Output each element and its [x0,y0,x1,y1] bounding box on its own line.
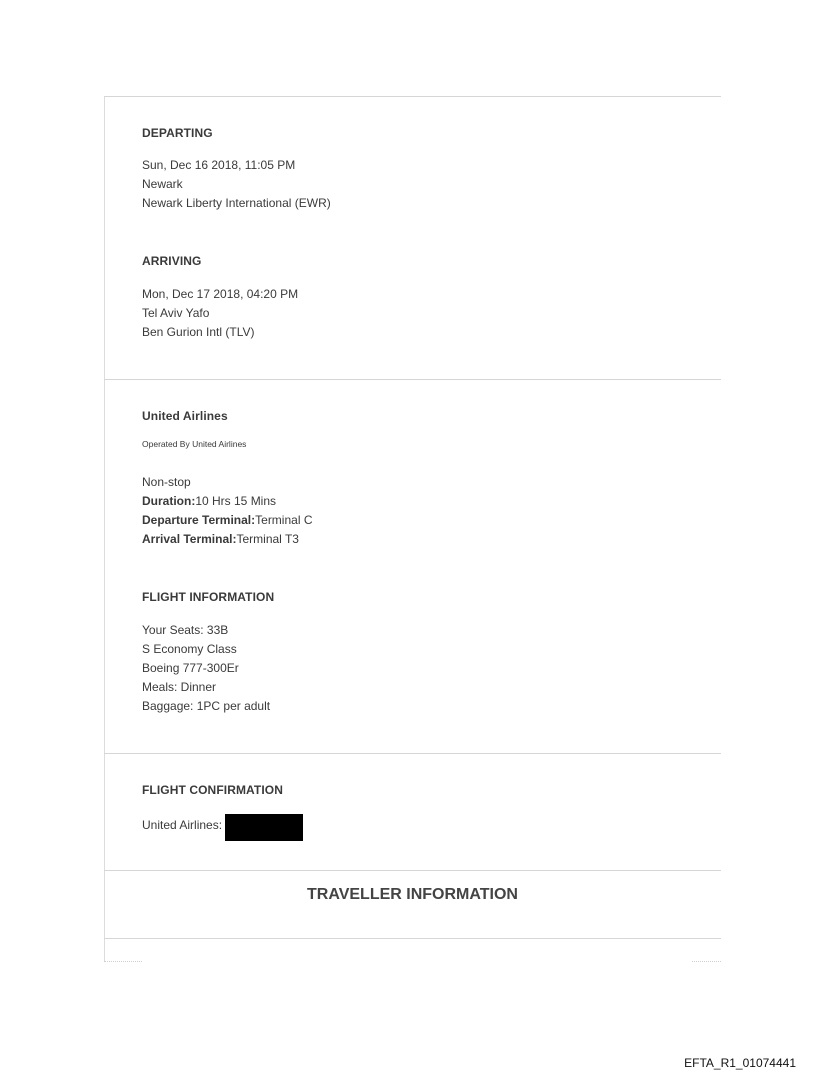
arrival-terminal-row [142,532,299,547]
duration-row [142,494,276,509]
departing-city: Newark [142,177,183,191]
departure-terminal-row [142,513,313,528]
divider-info-confirmation [104,753,721,754]
redaction-block [225,814,303,841]
cabin-class: S Economy Class [142,642,237,656]
departing-datetime: Sun, Dec 16 2018, 11:05 PM [142,158,296,172]
baggage: Baggage: 1PC per adult [142,699,271,713]
traveller-information-heading: TRAVELLER INFORMATION [307,886,518,903]
divider-footer-right [692,961,721,962]
document-id: EFTA_R1_01074441 [684,1056,796,1070]
carrier-name: United Airlines [142,409,228,423]
flight-confirmation-heading: FLIGHT CONFIRMATION [142,783,283,797]
aircraft: Boeing 777-300Er [142,661,239,675]
arrival-terminal-value: Terminal T3 [236,532,299,546]
arriving-city: Tel Aviv Yafo [142,306,210,320]
arrival-terminal-label: Arrival Terminal: [142,532,237,546]
duration-label: Duration: [142,494,196,508]
meals: Meals: Dinner [142,680,217,694]
arriving-datetime: Mon, Dec 17 2018, 04:20 PM [142,287,299,301]
divider-top [104,96,721,97]
departure-terminal-label: Departure Terminal: [142,513,256,527]
flight-information-heading: FLIGHT INFORMATION [142,590,275,604]
divider-footer-left [104,961,142,962]
arriving-airport: Ben Gurion Intl (TLV) [142,325,255,339]
departing-airport: Newark Liberty International (EWR) [142,196,331,210]
departure-terminal-value: Terminal C [255,513,313,527]
divider-bottom [104,938,721,939]
divider-departure-carrier [104,379,721,380]
departing-heading: DEPARTING [142,126,213,140]
confirmation-airline-label: United Airlines: [142,818,223,832]
seats: Your Seats: 33B [142,623,229,637]
stops: Non-stop [142,475,191,489]
arriving-heading: ARRIVING [142,254,202,268]
operated-by: Operated By United Airlines [142,439,247,449]
divider-confirmation-traveller [104,870,721,871]
duration-value: 10 Hrs 15 Mins [195,494,277,508]
